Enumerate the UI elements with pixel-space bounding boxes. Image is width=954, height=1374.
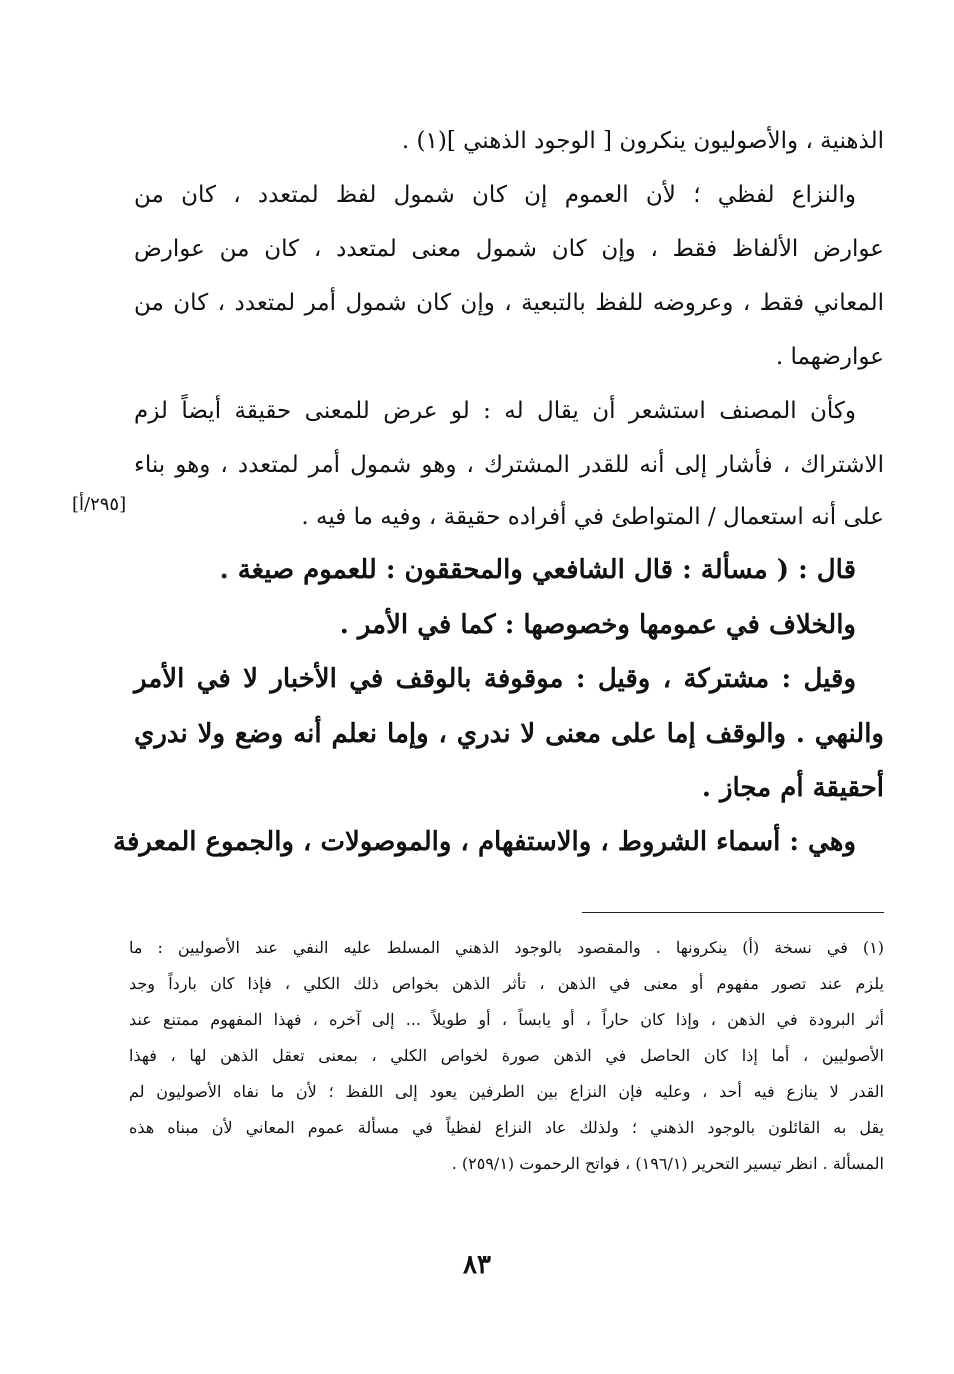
matn-line-3: وقيل : مشتركة ، وقيل : موقوفة بالوقف في الأخبار لا في الأمر — [134, 664, 856, 694]
body-line-1: الذهنية ، والأصوليون ينكرون [ الوجود الذهني ](١) . — [401, 128, 884, 154]
page-number: ٨٣ — [463, 1250, 491, 1280]
footnote-line-5: القدر لا ينازع فيه أحد ، وعليه فإن النزاع بين الطرفين يعود إلى اللفظ ؛ لأن ما نفاه الأصوليون لم — [129, 1082, 885, 1101]
body-line-6: وكأن المصنف استشعر أن يقال له : لو عرض للمعنى حقيقة أيضاً لزم — [134, 398, 856, 424]
body-line-2: والنزاع لفظي ؛ لأن العموم إن كان شمول لفظ لمتعدد ، كان من — [134, 182, 856, 208]
body-line-8: على أنه استعمال / المتواطئ في أفراده حقيقة ، وفيه ما فيه . — [301, 504, 884, 530]
matn-line-4: والنهي . والوقف إما على معنى لا ندري ، وإما نعلم أنه وضع ولا ندري — [134, 719, 884, 749]
footnote-line-2: يلزم عند تصور مفهوم أو معنى في الذهن ، تأثر الذهن بخواص ذلك الكلي ، فإذا كان بارداً وجد — [129, 974, 885, 993]
body-line-4: المعاني فقط ، وعروضه للفظ بالتبعية ، وإن كان شمول أمر لمتعدد ، كان من — [134, 290, 884, 316]
footnote-line-6: يقل به القائلون بالوجود الذهني ؛ ولذلك عاد النزاع لفظياً في مسألة عموم المعاني لأن مبناه هذه — [129, 1118, 884, 1137]
matn-line-1: قال : ( مسألة : قال الشافعي والمحققون : للعموم صيغة . — [219, 555, 856, 585]
margin-manuscript-reference: [٢٩٥/أ] — [72, 494, 127, 515]
footnote-line-7: المسألة . انظر تيسير التحرير (١٩٦/١) ، فواتح الرحموت (٢٥٩/١) . — [451, 1154, 884, 1173]
matn-line-2: والخلاف في عمومها وخصوصها : كما في الأمر . — [339, 610, 856, 640]
matn-line-6: وهي : أسماء الشروط ، والاستفهام ، والموصولات ، والجموع المعرفة — [113, 827, 856, 857]
footnote-separator — [582, 912, 884, 913]
footnote-line-4: الأصوليين ، أما إذا كان الحاصل في الذهن صورة لخواص الكلي ، بمعنى تعقل الذهن لها ، فهذا — [129, 1046, 884, 1065]
body-line-5: عوارضهما . — [775, 344, 884, 370]
footnote-line-1: (١) في نسخة (أ) ينكرونها . والمقصود بالوجود الذهني المسلط عليه النفي عند الأصوليين : ما — [129, 938, 884, 957]
footnote-line-3: أثر البرودة في الذهن ، وإذا كان حاراً ، أو يابساً ، أو طويلاً ... إلى آخره ، فهذا المفهوم ممتنع عند — [129, 1010, 885, 1029]
body-line-3: عوارض الألفاظ فقط ، وإن كان شمول معنى لمتعدد ، كان من عوارض — [134, 236, 884, 262]
matn-line-5: أحقيقة أم مجاز . — [701, 773, 884, 803]
body-line-7: الاشتراك ، فأشار إلى أنه للقدر المشترك ، وهو شمول أمر لمتعدد ، وهو بناء — [134, 452, 884, 478]
